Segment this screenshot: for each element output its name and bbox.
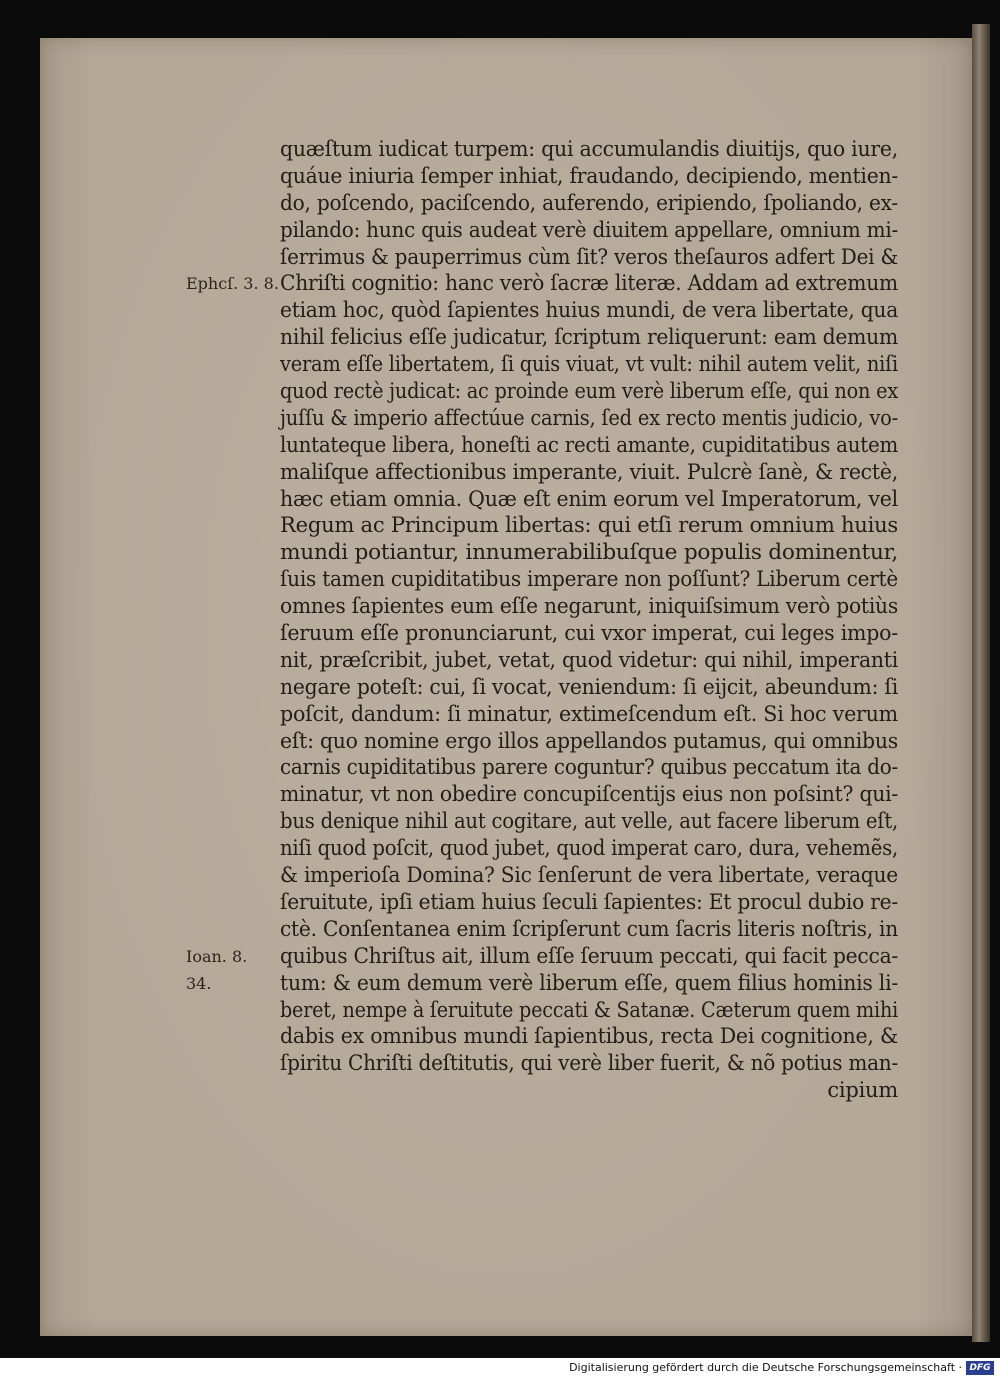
- text-line: negare poteſt: cui, ſi vocat, veniendum: ſi eijcit, abeundum: ſi: [280, 674, 898, 699]
- text-line: pilando: hunc quis audeat verè diuitem appellare, omnium mi-: [280, 217, 898, 242]
- funding-credit: Digitalisierung gefördert durch die Deutsche Forschungsgemeinschaft ·: [569, 1361, 962, 1374]
- text-line: eſt: quo nomine ergo illos appellandos putamus, qui omnibus: [280, 728, 898, 753]
- text-line: Regum ac Principum libertas: qui etſi rerum omnium huius: [280, 513, 898, 538]
- footer-bar: [0, 1358, 1000, 1379]
- text-line: dabis ex omnibus mundi ſapientibus, recta Dei cognitione, &: [280, 1024, 898, 1049]
- page-edge: [972, 24, 990, 1342]
- text-line: ctè. Conſentanea enim ſcripſerunt cum ſacris literis noſtris, in: [280, 916, 898, 941]
- text-line: quáue iniuria ſemper inhiat, fraudando, decipiendo, mentien-: [280, 163, 898, 188]
- text-line: quæſtum iudicat turpem: qui accumulandis diuitijs, quo iure,: [280, 137, 898, 161]
- text-line: poſcit, dandum: ſi minatur, extimeſcendum eſt. Si hoc verum: [280, 701, 898, 726]
- text-line: nit, præſcribit, jubet, vetat, quod videtur: qui nihil, imperanti: [280, 647, 898, 672]
- text-line: mundi potiantur, innumerabilibuſque populis dominentur,: [280, 540, 898, 565]
- text-line: carnis cupiditatibus parere coguntur? quibus peccatum ita do-: [280, 755, 898, 780]
- text-line: ſuis tamen cupiditatibus imperare non poſſunt? Liberum certè: [280, 567, 898, 592]
- text-line: veram eſſe libertatem, ſi quis viuat, vt vult: nihil autem velit, niſi: [280, 352, 898, 377]
- text-line: beret, nempe à ſeruitute peccati & Satanæ. Cæterum quem mihi: [280, 997, 898, 1022]
- text-line: ſeruum eſſe pronunciarunt, cui vxor imperat, cui leges impo-: [280, 621, 898, 646]
- text-line: nihil felicius eſſe judicatur, ſcriptum reliquerunt: eam demum: [280, 325, 898, 350]
- text-line: hæc etiam omnia. Quæ eſt enim eorum vel Imperatorum, vel: [280, 486, 898, 511]
- dfg-logo-icon: DFG: [966, 1361, 994, 1375]
- text-line: omnes ſapientes eum eſſe negarunt, iniquiſsimum verò potiùs: [280, 594, 898, 619]
- margin-note-ephesians: Ephcſ. 3. 8.: [186, 274, 279, 293]
- text-line: quod rectè judicat: ac proinde eum verè liberum eſſe, qui non ex: [280, 379, 898, 404]
- text-line: tum: & eum demum verè liberum eſſe, quem filius hominis li-: [280, 970, 898, 995]
- margin-note-john-verse: 34.: [186, 974, 212, 993]
- text-line: bus denique nihil aut cogitare, aut velle, aut facere liberum eſt,: [280, 809, 898, 834]
- text-line: juſſu & imperio affectúue carnis, ſed ex recto mentis judicio, vo-: [280, 405, 898, 430]
- text-line: maliſque affectionibus imperante, viuit. Pulcrè ſanè, & rectè,: [280, 459, 898, 484]
- text-line: niſi quod poſcit, quod jubet, quod imperat caro, dura, vehemẽs,: [280, 836, 898, 861]
- text-line: etiam hoc, quòd ſapientes huius mundi, de vera libertate, qua: [280, 298, 898, 323]
- body-text: [280, 136, 898, 1104]
- text-line: quibus Chriſtus ait, illum eſſe ſeruum peccati, qui facit pecca-: [280, 943, 898, 968]
- text-line: Chriſti cognitio: hanc verò ſacræ literæ. Addam ad extremum: [280, 271, 898, 296]
- text-line: ſpiritu Chriſti deſtitutis, qui verè liber fuerit, & nõ potius man-: [280, 1051, 898, 1076]
- text-line: & imperioſa Domina? Sic ſenſerunt de vera libertate, veraque: [280, 863, 898, 888]
- text-line: ſeruitute, ipſi etiam huius ſeculi ſapientes: Et procul dubio re-: [280, 889, 898, 914]
- text-line: do, poſcendo, paciſcendo, auferendo, eripiendo, ſpoliando, ex-: [280, 190, 898, 215]
- margin-note-john: Ioan. 8.: [186, 947, 248, 966]
- text-line: luntateque libera, honeſti ac recti amante, cupiditatibus autem: [280, 432, 898, 457]
- text-line: minatur, vt non obedire concupiſcentijs eius non poſsint? qui-: [280, 782, 898, 807]
- text-line: cipium: [827, 1078, 898, 1103]
- text-line: ſerrimus & pauperrimus cùm ſit? veros theſauros adfert Dei &: [280, 244, 898, 269]
